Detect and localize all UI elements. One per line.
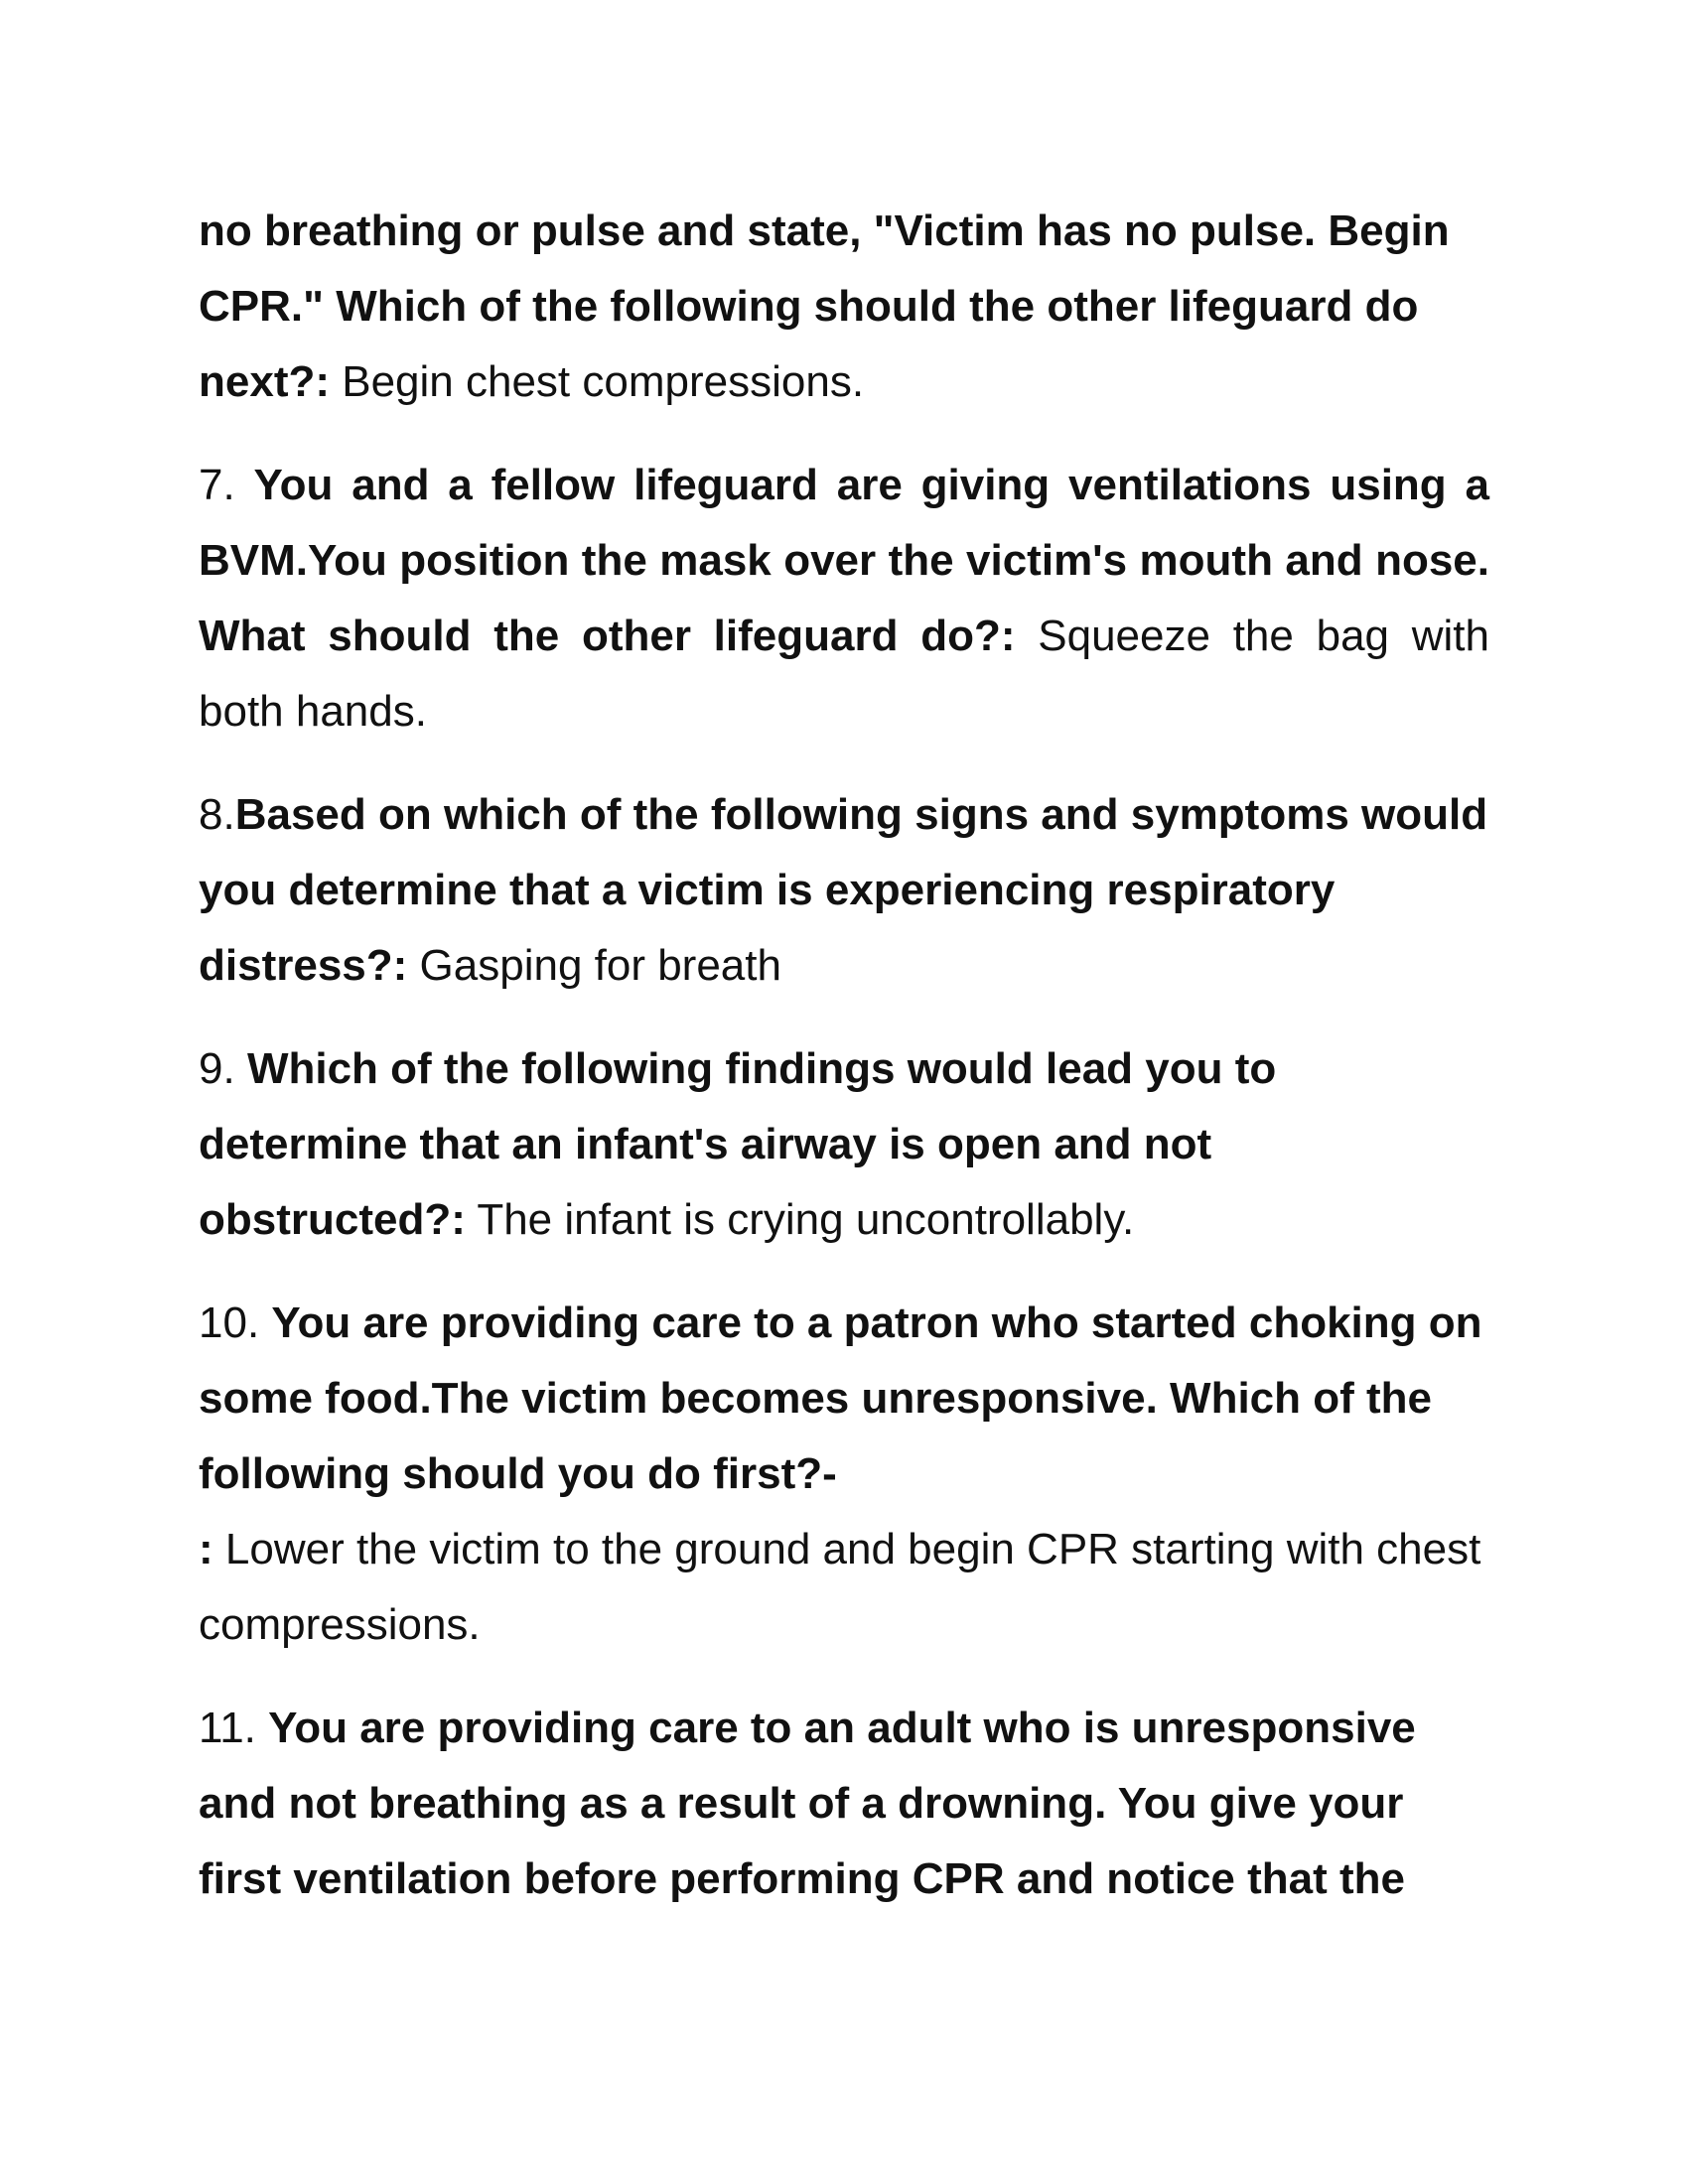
question-text: You are providing care to a patron who started choking on some food.The victim becomes unresponsive. Which of the following should you do first?-	[199, 1298, 1482, 1498]
answer-text: Begin chest compressions.	[342, 357, 865, 406]
question-text: Based on which of the following signs and symptoms would you determine that a victim is experiencing respiratory distress?:	[199, 790, 1488, 990]
qa-item-continued	[199, 194, 1489, 420]
qa-item-8	[199, 777, 1489, 1004]
item-number: 9.	[199, 1044, 235, 1093]
question-text: You are providing care to an adult who is unresponsive and not breathing as a result of a drowning. You give your first ventilation before performing CPR and notice that the	[199, 1704, 1416, 1903]
answer-text: Lower the victim to the ground and begin CPR starting with chest compressions.	[199, 1525, 1481, 1649]
question-text: You and a fellow lifeguard are giving ventilations using a BVM.You position the mask over the victim's mouth and nose. What should the other lifeguard do?:	[199, 461, 1489, 660]
answer-text: Gasping for breath	[419, 941, 781, 990]
question-text: no breathing or pulse and state, "Victim has no pulse. Begin CPR." Which of the following should the other lifeguard do next?:	[199, 206, 1450, 406]
question-text: Which of the following findings would lead you to determine that an infant's airway is open and not obstructed?:	[199, 1044, 1277, 1244]
qa-item-9	[199, 1031, 1489, 1258]
item-number: 10.	[199, 1298, 260, 1347]
answer-prefix: :	[199, 1525, 213, 1573]
item-number: 8.	[199, 790, 235, 839]
item-number: 11.	[199, 1704, 256, 1752]
document-page	[199, 194, 1489, 1917]
qa-item-11	[199, 1691, 1489, 1917]
qa-item-7	[199, 448, 1489, 750]
answer-text: Squeeze the bag with both hands.	[199, 612, 1490, 736]
qa-item-10	[199, 1286, 1489, 1663]
answer-text: The infant is crying uncontrollably.	[477, 1195, 1135, 1244]
item-number: 7.	[199, 461, 235, 509]
